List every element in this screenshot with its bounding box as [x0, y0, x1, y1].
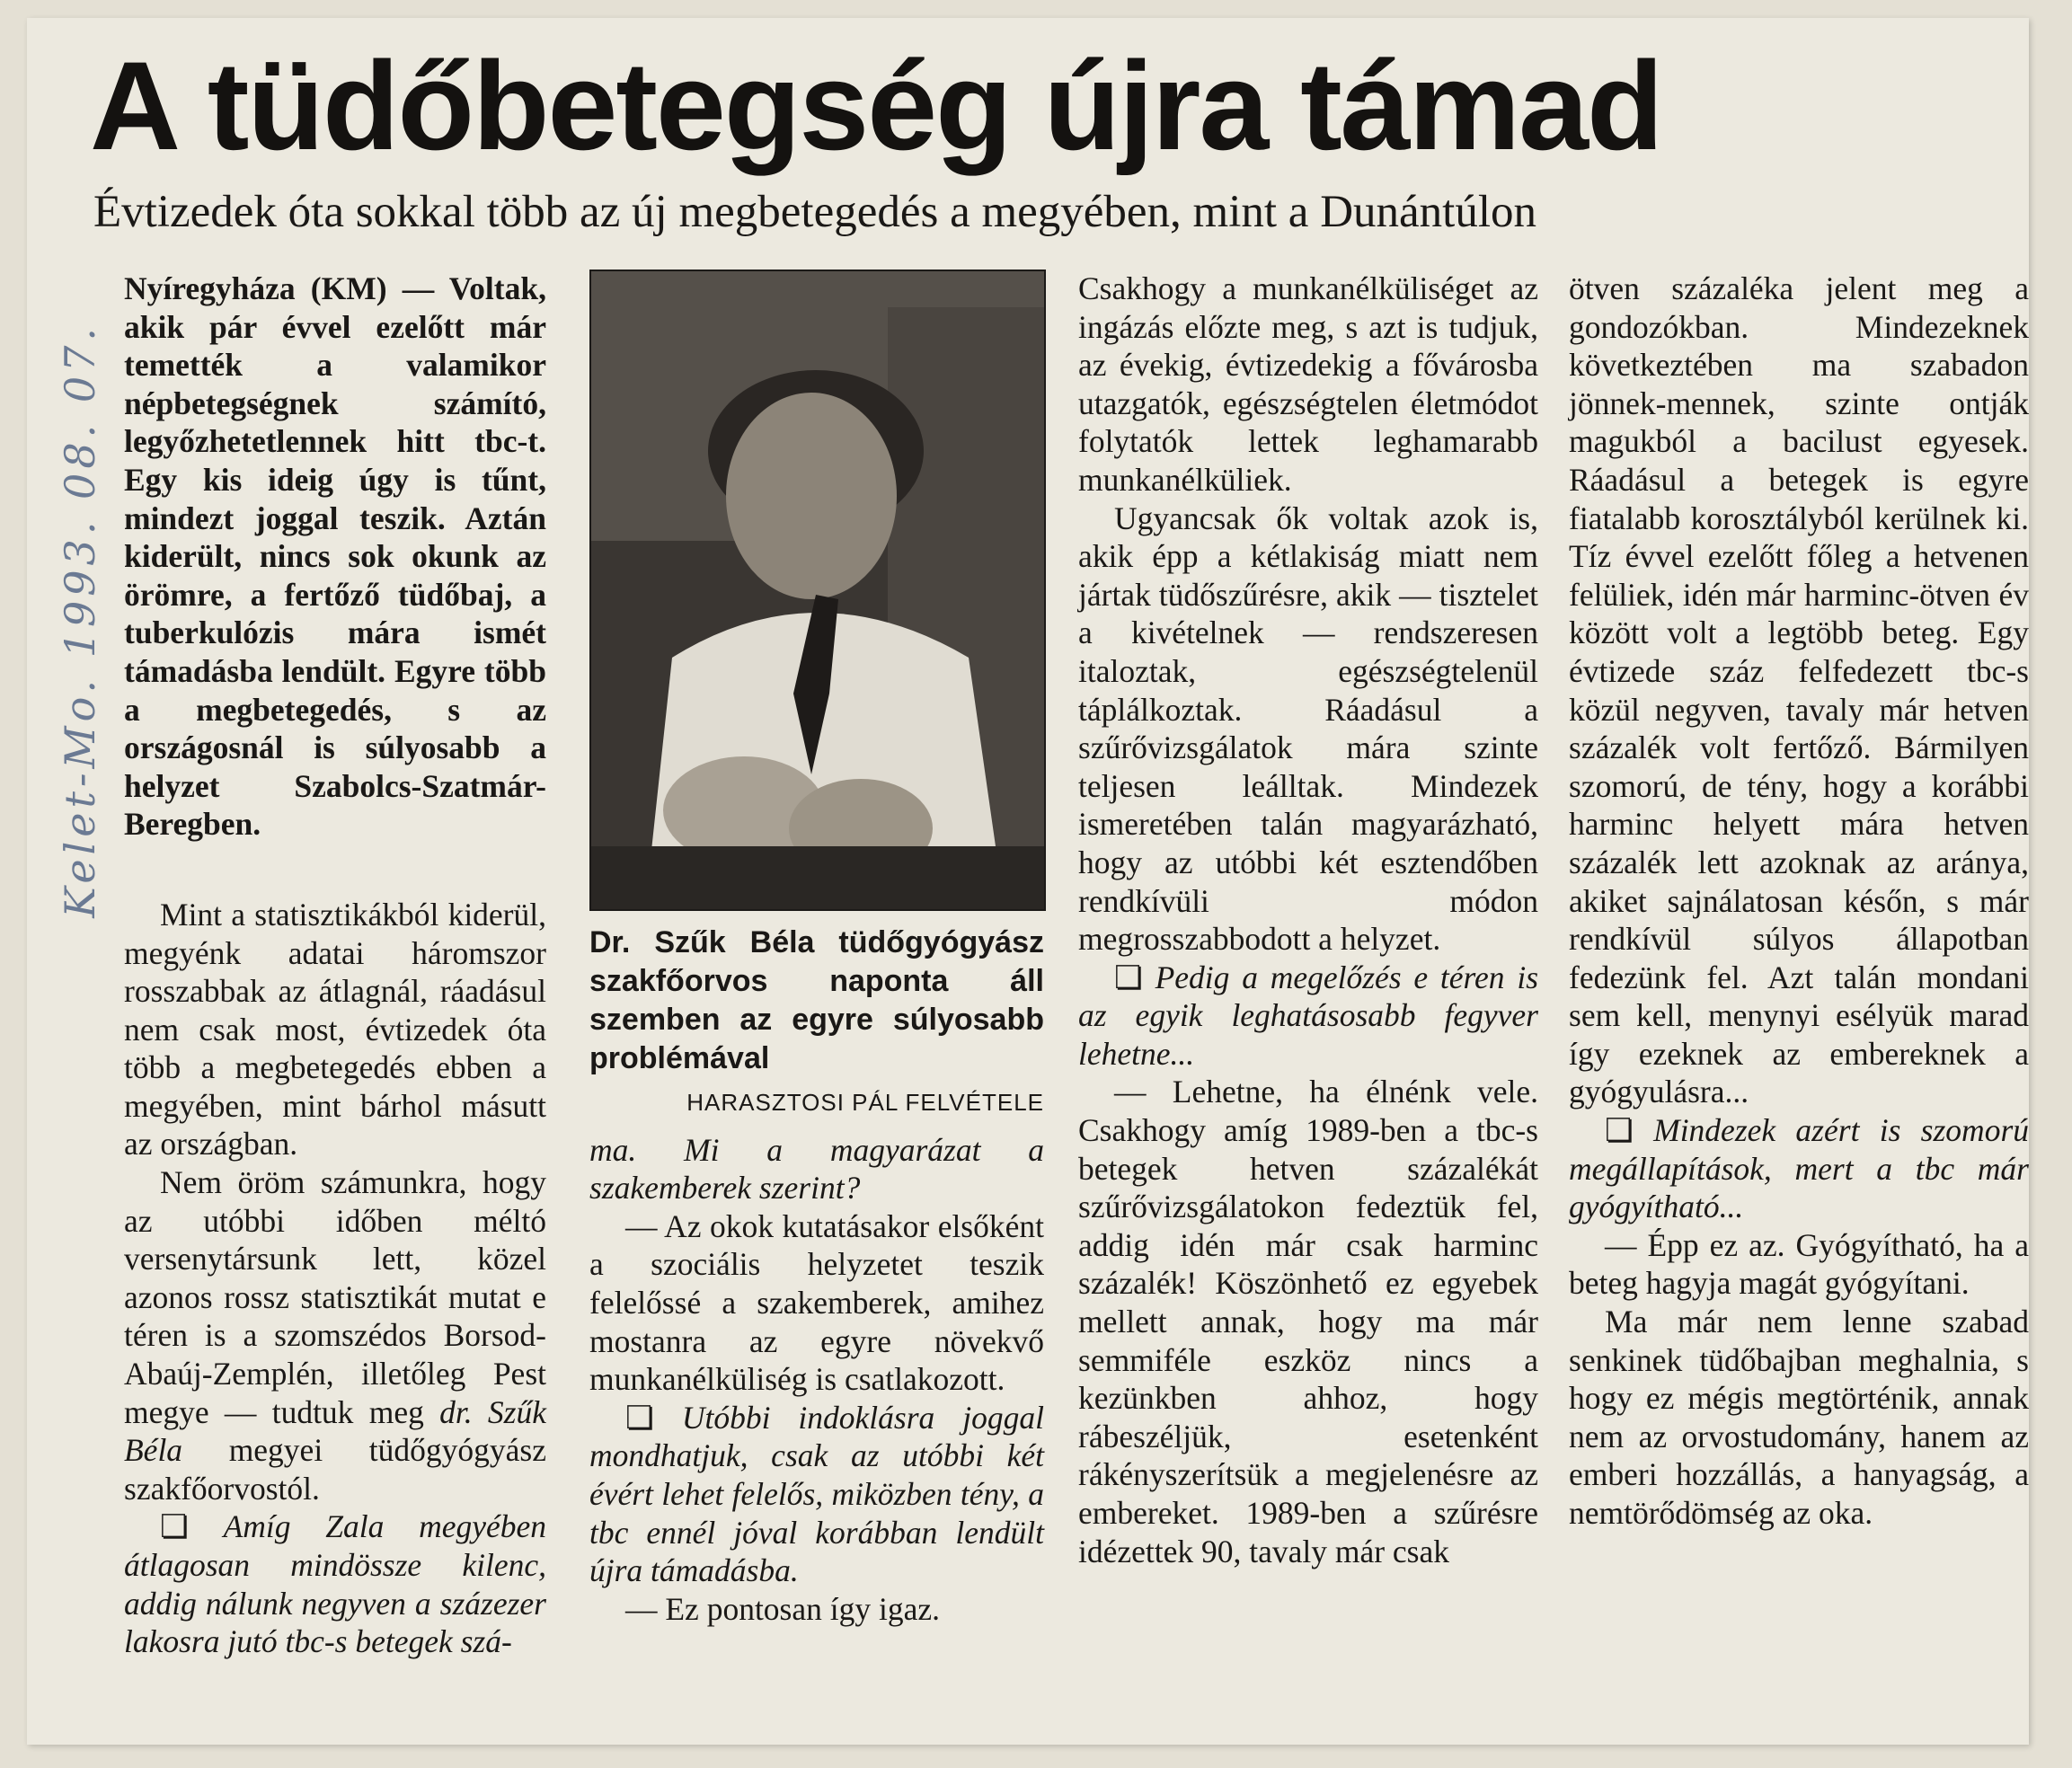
paragraph: — Lehetne, ha élnénk vele. Csakhogy amíg 1989-ben a tbc-s betegek hetven százalékát szűrővizsgálatokon fedeztük fel, addig idén már csak harminc százalék! Köszönhető ez egyebek mellett annak, hogy ma már semmiféle eszköz nincs a kezünkben ahhoz, hogy rábeszéljük, esetenként rákényszerítsük a megjelenésre az embereket. 1989-ben a szűrésre idézettek 90, tavaly már csak	[1078, 1074, 1538, 1569]
headline: A tüdőbetegség újra támad	[90, 35, 1662, 176]
lead-paragraph: Nyíregyháza (KM) — Voltak, akik pár évvel ezelőtt már temették a valamikor népbetegségnek számító, legyőzhetetlennek hitt tbc-t. Egy kis ideig úgy is tűnt, mindezt joggal teszik. Aztán kiderült, nincs sok okunk az örömre, a fertőző tüdőbaj, a tuberkulózis mára ismét támadásba lendült. Egyre több a megbetegedés, s az országosnál is súlyosabb a helyzet Szabolcs-Szatmár-Beregben.	[124, 270, 546, 843]
paragraph: ötven százaléka jelent meg a gondozókban. Mindezeknek következtében ma szabadon jönnek-mennek, szinte ontják magukból a bacilust egyesek. Ráadásul a betegek is egyre fiatalabb korosztályból kerülnek ki. Tíz évvel ezelőtt főleg a hetvenen felüliek, idén már harminc-ötven év között volt a legtöbb beteg. Egy évtizede száz felfedezett tbc-s közül negyven, tavaly már hetven százalék volt fertőző. Bármilyen szomorú, de tény, hogy a korábbi harminc helyett mára hetven százalék lett azoknak az aránya, akiket sajnálatosan későn, s már rendkívül súlyos állapotban fedezünk fel. Azt talán mondani sem kell, menynyi esélyük marad így ezeknek az embereknek a gyógyulásra...	[1569, 270, 2029, 1110]
column-4	[1569, 270, 2029, 1533]
portrait-photo-graphic	[591, 271, 1044, 909]
portrait-photo	[589, 270, 1046, 911]
handwritten-date-note	[56, 323, 104, 1267]
question-paragraph: ❏ Amíg Zala megyében átlagosan mindössze kilenc, addig nálunk negyven a százezer lakosra jutó tbc-s betegek szá-	[124, 1507, 546, 1660]
subheadline: Évtizedek óta sokkal több az új megbetegedés a megyében, mint a Dunántúlon	[93, 187, 1537, 237]
paragraph-text: megyei tüdőgyógyász szakfőorvostól.	[124, 1432, 546, 1507]
paragraph: — Épp ez az. Gyógyítható, ha a beteg hagyja magát gyógyítani.	[1569, 1226, 2029, 1302]
column-1	[124, 270, 546, 1661]
paragraph	[124, 1163, 546, 1507]
paragraph: Mint a statisztikákból kiderül, megyénk adatai háromszor rosszabbak az átlagnál, ráadásul nem csak most, évtizedek óta több a megbetegedés ebben a megyében, mint bárhol másutt az országban.	[124, 896, 546, 1162]
column-2	[589, 270, 1044, 1628]
question-continuation: ma. Mi a magyarázat a szakemberek szerint?	[589, 1131, 1044, 1207]
paragraph-text: Nem öröm számunkra, hogy az utóbbi időben méltó versenytársunk lett, közel azonos rossz statisztikát mutat e téren is a szomszédos Borsod-Abaúj-Zemplén, illetőleg Pest megye — tudtuk meg	[124, 1164, 546, 1430]
paragraph: Ugyancsak ők voltak azok is, akik épp a kétlakiság miatt nem jártak tüdőszűrésre, akik — tisztelet a kivételnek — rendszeresen italoztak, egészségtelenül táplálkoztak. Ráadásul a szűrővizsgálatok mára szinte teljesen leálltak. Mindezek ismeretében talán magyarázható, hogy az utóbbi két esztendőben rendkívüli módon megrosszabbodott a helyzet.	[1078, 499, 1538, 958]
doctor-name: dr. Szűk Béla	[124, 1393, 546, 1469]
question-paragraph: ❏ Pedig a megelőzés e téren is az egyik leghatásosabb fegyver lehetne...	[1078, 959, 1538, 1074]
paragraph: Ma már nem lenne szabad senkinek tüdőbajban meghalnia, s hogy ez mégis megtörténik, annak nem az orvostudomány, hanem az emberi hozzállás, a hanyagság, a nemtörődömség az oka.	[1569, 1304, 2029, 1531]
paragraph: — Ez pontosan így igaz.	[625, 1590, 940, 1627]
handwritten-note-text: Kelet-Mo. 1993. 08. 07.	[56, 323, 104, 918]
question-paragraph: ❏ Utóbbi indoklásra joggal mondhatjuk, csak az utóbbi két évért lehet felelős, miközben tény, a tbc ennél jóval korábban lendült újra támadásba.	[589, 1399, 1044, 1590]
photo-credit: HARASZTOSI PÁL FELVÉTELE	[686, 1089, 1044, 1116]
paragraph: — Az okok kutatásakor elsőként a szociális helyzetet teszik felelőssé a szakemberek, amihez mostanra az egyre növekvő munkanélküliség is csatlakozott.	[589, 1207, 1044, 1398]
question-paragraph: ❏ Mindezek azért is szomorú megállapítások, mert a tbc már gyógyítható...	[1569, 1111, 2029, 1226]
column-3	[1078, 270, 1538, 1570]
photo-caption: Dr. Szűk Béla tüdőgyógyász szakfőorvos naponta áll szemben az egyre súlyosabb problémával	[589, 925, 1044, 1075]
paragraph: Csakhogy a munkanélküliséget az ingázás előzte meg, s azt is tudjuk, az évekig, évtizedekig a fővárosba utazgatók, egészségtelen életmódot folytatók lettek leghamarabb munkanélküliek.	[1078, 270, 1538, 498]
